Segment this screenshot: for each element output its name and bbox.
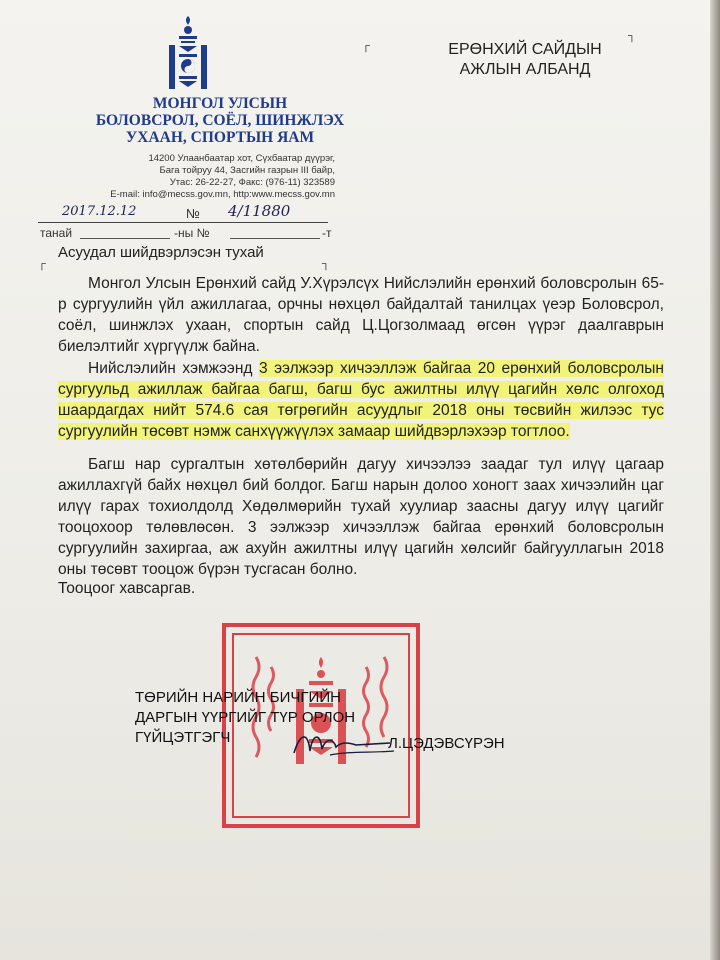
signer-title-line: ГҮЙЦЭТГЭГЧ — [135, 729, 231, 746]
address-line: 14200 Улаанбаатар хот, Сүхбаатар дүүрэг, — [148, 153, 335, 164]
reference-line — [40, 226, 330, 242]
subject-line: Асуудал шийдвэрлэсэн тухай — [58, 244, 264, 261]
signer-name: Л.ЦЭДЭВСҮРЭН — [388, 735, 505, 752]
paragraph-text — [58, 358, 664, 442]
address-line: Утас: 26-22-27, Факс: (976-11) 323589 — [169, 177, 335, 188]
ny-no-label: -ны № — [174, 226, 210, 240]
paragraph-text: Монгол Улсын Ерөнхий сайд У.Хүрэлсүх Нийслэлийн ерөнхий боловсролын 65-р сургуулийн үйл ажиллагаа, орчны нөхцөл байдалтай танилцах үеэр Боловсрол, соёл, шинжлэх ухаан, спортын сайд Ц.Цогзолмаад өгсөн үүрэг даалгаврын биелэлтийг хүргүүлж байна. — [58, 275, 664, 355]
tanai-label: танай — [40, 226, 73, 240]
paragraph-1 — [58, 273, 664, 357]
address-line: Бага тойруу 44, Засгийн газрын III байр, — [159, 165, 335, 176]
highlighted-text: 3 ээлжээр хичээллэж байгаа 20 ерөнхий боловсролын сургуульд ажиллаж байгаа багш, багш бус ажилтны илүү цагийн хөлс олгоход шаардагдах нийт 574.6 сая төгрөгийн асуудлыг 2018 оны төсвийн жилээс тус сургуулийн төсөвт нэмж санхүүжүүлэх замаар шийдвэрлэхээр тогтлоо. — [58, 360, 664, 440]
handwritten-signature-icon — [290, 725, 400, 765]
ministry-name — [40, 95, 400, 146]
addressee — [430, 40, 620, 80]
addressee-line: ЕРӨНХИЙ САЙДЫН — [448, 41, 602, 58]
paragraph-text: Багш нар сургалтын хөтөлбөрийн дагуу хичээлээ заадаг тул илүү цагаар ажиллахгүй байх нөхцөл бий болдог. Багш нарын долоо хоногт заах хичээлийн цаг илүү гарах тохиолдолд Хөдөлмөрийн тухай хуулиар заасны дагуу илүү цагийг тооцохоор төлөвлөсөн. 3 ээлжээр хичээллэж байгаа ерөнхий боловсролын сургуулийн захиргаа, аж ахуйн ажилтны илүү цагийн хөлсийг байгууллагын 2018 оны төсөвт тооцож бүрэн тусгасан болно. — [58, 456, 664, 578]
addressee-line: АЖЛЫН АЛБАНД — [459, 61, 591, 78]
page-edge-shadow — [710, 0, 720, 960]
corner-mark-left-icon: ┌ — [362, 40, 370, 52]
paragraph-3 — [58, 454, 664, 580]
letter-date: 2017.12.12 — [62, 204, 137, 219]
letter-number: 4/11880 — [228, 202, 291, 220]
number-label: № — [186, 206, 200, 221]
closing-line: Тооцоог хавсаргав. — [58, 580, 196, 597]
signer-title-line: ДАРГЫН ҮҮРГИЙГ ТҮР ОРЛОН — [135, 709, 356, 726]
ny-no-blank — [230, 238, 320, 239]
soyombo-emblem-icon — [165, 14, 211, 92]
paragraph-plain-text: Нийслэлийн хэмжээнд — [88, 360, 259, 377]
suffix-label: -т — [322, 226, 332, 240]
tanai-blank — [80, 238, 170, 239]
subject-corner-left-icon: ┌ — [38, 258, 46, 270]
signer-title-line: ТӨРИЙН НАРИЙН БИЧГИЙН — [135, 689, 341, 706]
ministry-address — [55, 153, 335, 201]
subject-corner-right-icon: ┐ — [322, 258, 330, 270]
ministry-line: МОНГОЛ УЛСЫН — [152, 95, 288, 112]
ministry-line: УХААН, СПОРТЫН ЯАМ — [125, 129, 315, 146]
paragraph-2 — [58, 358, 664, 442]
corner-mark-right-icon: ┐ — [628, 30, 636, 42]
ministry-line: БОЛОВСРОЛ, СОЁЛ, ШИНЖЛЭХ — [95, 112, 345, 129]
address-line: E-mail: info@mecss.gov.mn, http:www.mecss.gov.mn — [110, 189, 335, 200]
date-number-line — [38, 202, 328, 223]
